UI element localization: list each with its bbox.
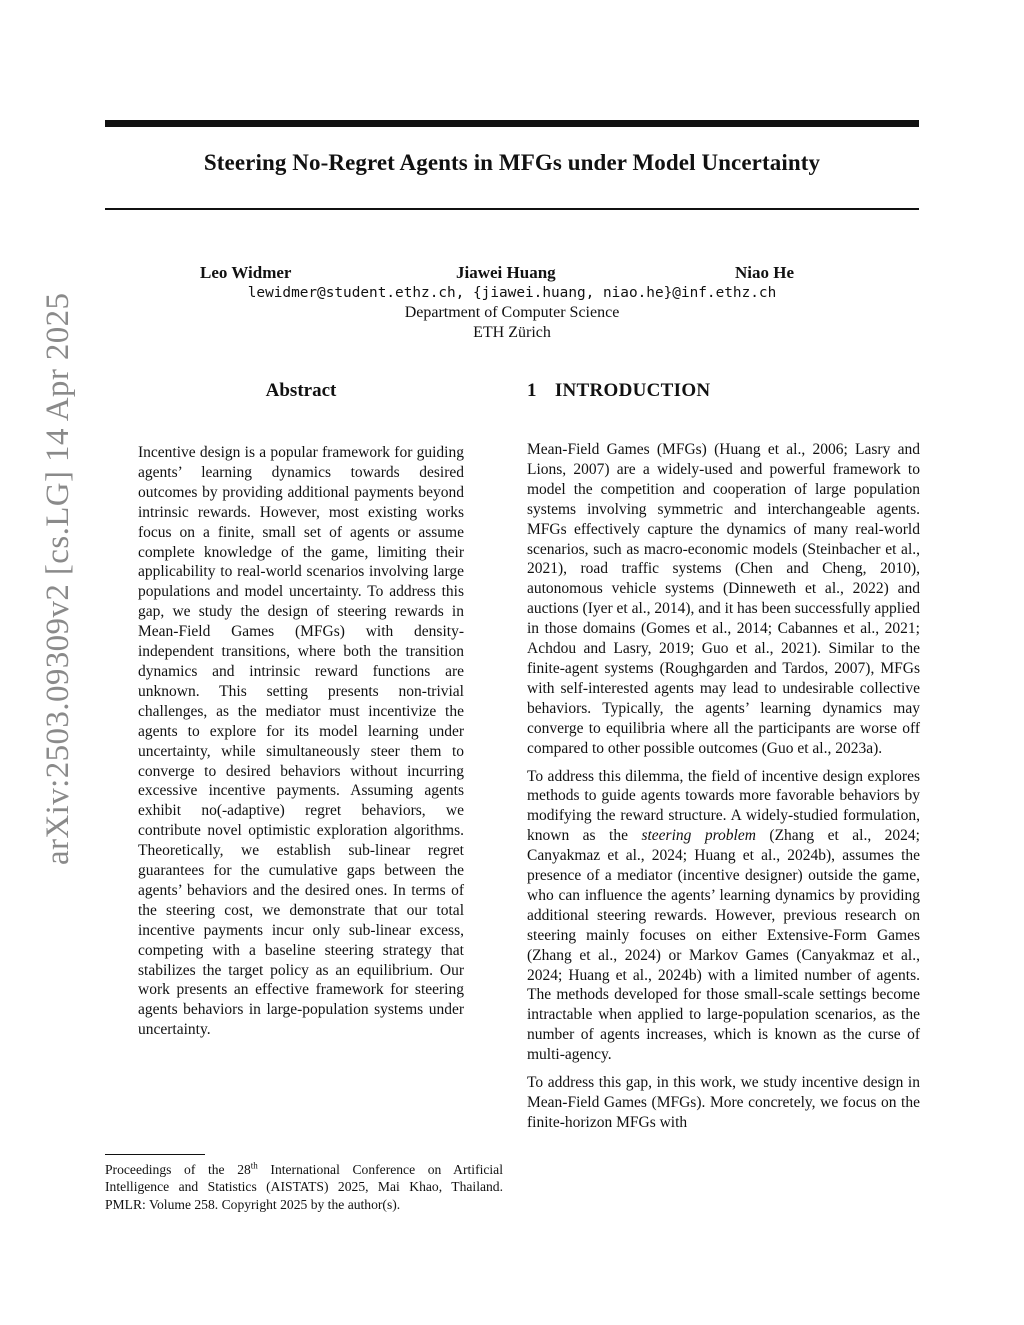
department: Department of Computer Science (404, 304, 620, 321)
introduction-body (527, 440, 920, 1141)
intro-p2-text-a: To address this dilemma, the field of incentive design explores methods to guide agents towards more favorable behaviors by modifying the reward structure. A widely-studied formulation, known as the (527, 767, 920, 845)
footnote-superscript: th (250, 1160, 258, 1171)
intro-paragraph-3: To address this gap, in this work, we study incentive design in Mean-Field Games (MFGs). More concretely, we focus on the finite-horizon MFGs with (527, 1074, 920, 1131)
section-title: INTRODUCTION (554, 380, 711, 401)
intro-p2-emphasis: steering problem (641, 827, 756, 845)
intro-paragraph-2 (527, 767, 920, 1066)
university: ETH Zürich (473, 324, 551, 341)
author-3: Niao He (735, 263, 795, 282)
arxiv-identifier: arXiv:2503.09309v2 [cs.LG] 14 Apr 2025 (40, 292, 76, 865)
author-emails: lewidmer@student.ethz.ch, {jiawei.huang, niao.he}@inf.ethz.ch (247, 285, 777, 301)
author-2: Jiawei Huang (456, 263, 556, 282)
footnote-rule (105, 1154, 205, 1155)
author-1: Leo Widmer (200, 263, 292, 282)
abstract-heading: Abstract (265, 380, 337, 401)
paper-title: Steering No-Regret Agents in MFGs under Model Uncertainty (203, 150, 821, 175)
footnote (105, 1161, 503, 1213)
title-bottom-rule (105, 208, 919, 210)
introduction-heading (527, 380, 710, 402)
intro-paragraph-1: Mean-Field Games (MFGs) (Huang et al., 2006; Lasry and Lions, 2007) are a widely-used and powerful framework to model the competition and cooperation of large population systems involving symmetric and interchangeable agents. MFGs effectively capture the dynamics of many real-world scenarios, such as macro-economic models (Steinbacher et al., 2021), road traffic systems (Chen and Cheng, 2010), autonomous vehicle systems (Dinneweth et al., 2022) and auctions (Iyer et al., 2014), and it has been successfully applied in those domains (Gomes et al., 2014; Cabannes et al., 2021; Achdou and Lasry, 2019; Guo et al., 2021). Similar to the finite-agent systems (Roughgarden and Tardos, 2007), MFGs with self-interested agents may lead to undesirable collective behaviors. Typically, the agents’ learning dynamics may converge to equilibria where all the participants are worse off compared to other possible outcomes (Guo et al., 2023a). (527, 441, 920, 757)
abstract-body: Incentive design is a popular framework for guiding agents’ learning dynamics towards desired outcomes by providing additional payments beyond intrinsic rewards. However, most existing works focus on a finite, small set of agents or assume complete knowledge of the game, limiting their applicability to real-world scenarios involving large populations and model uncertainty. To address this gap, we study the design of steering rewards in Mean-Field Games (MFGs) with density-independent transitions, where both the transition dynamics and intrinsic reward functions are unknown. This setting presents non-trivial challenges, as the mediator must incentivize the agents to explore for its model learning under uncertainty, while simultaneously steer them to converge to desired behaviors without incurring excessive incentive payments. Assuming agents exhibit no(-adaptive) regret behaviors, we contribute novel optimistic exploration algorithms. Theoretically, we establish sub-linear regret guarantees for the cumulative gaps between the agents’ behaviors and the desired ones. In terms of the steering cost, we demonstrate that our total incentive payments incur only sub-linear excess, competing with a baseline steering strategy that stabilizes the target policy as an equilibrium. Our work presents an effective framework for steering agents behaviors in large-population systems under uncertainty. (138, 444, 464, 1039)
intro-p2-text-b: (Zhang et al., 2024; Canyakmaz et al., 2024; Huang et al., 2024b), assumes the presence of a mediator (incentive designer) outside the game, who can influence the agents’ learning dynamics by providing additional steering rewards. However, previous research on steering mainly focuses on either Extensive-Form Games (Zhang et al., 2024) or Markov Games (Canyakmaz et al., 2024; Huang et al., 2024b) with a limited number of agents. The methods developed for those small-scale settings become intractable when applied to large-population scenarios, as the number of agents increases, which is known as the curse of multi-agency. (527, 827, 920, 1064)
section-number: 1 (527, 380, 537, 401)
title-top-rule (105, 120, 919, 127)
footnote-text-a: Proceedings of the 28 (105, 1162, 251, 1177)
footnote-text-b: International Conference on Artificial Intelligence and Statistics (AISTATS) 2025, Mai Khao, Thailand. PMLR: Volume 258. Copyright 2025 by the author(s). (105, 1162, 503, 1212)
